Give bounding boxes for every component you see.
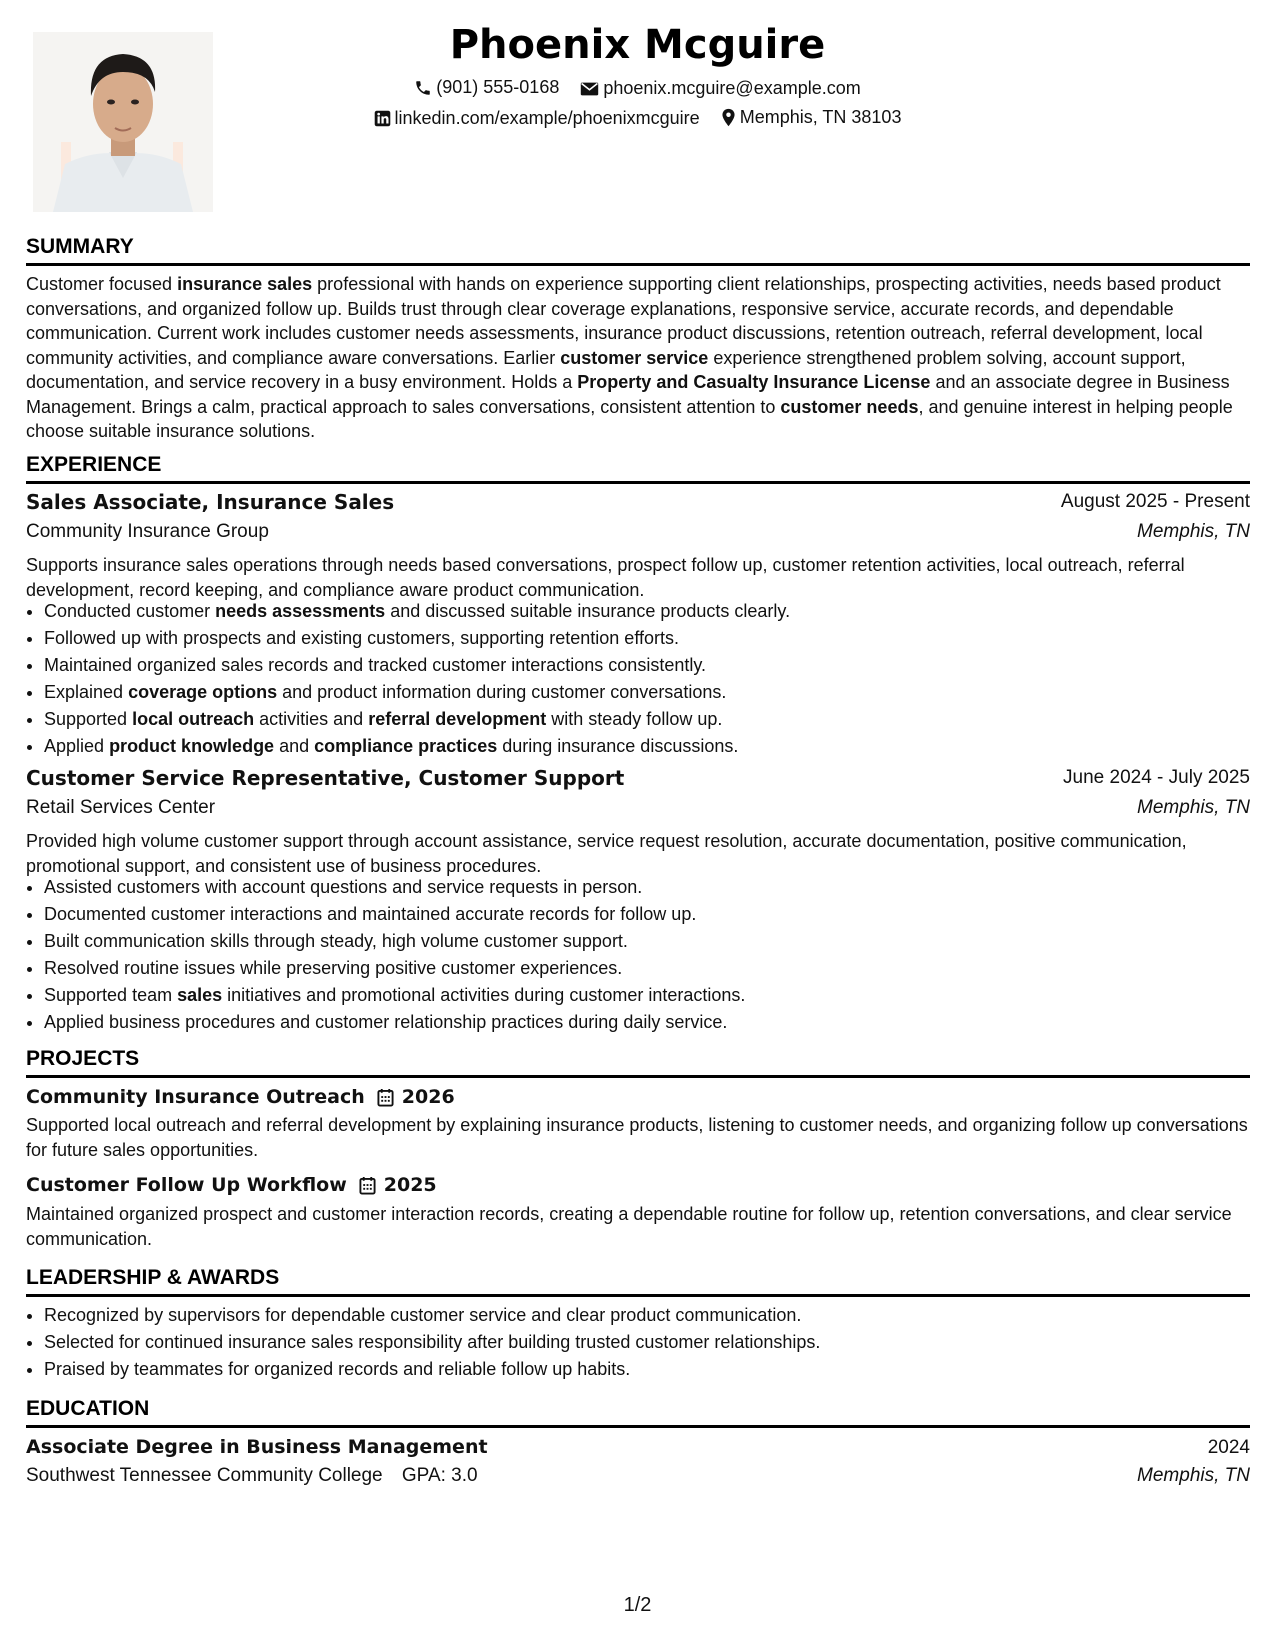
contact-row-1: [0, 77, 1275, 102]
bullet-text: Followed up with prospects and existing customers, supporting retention efforts.: [44, 628, 680, 648]
project-description: Maintained organized prospect and customer interaction records, creating a dependable routine for follow up, retention conversations, and clear service communication.: [26, 1204, 1232, 1249]
list-item: [44, 706, 1268, 733]
bullet-text: Applied business procedures and customer relationship practices during daily service.: [44, 1012, 728, 1032]
leadership-heading: LEADERSHIP & AWARDS: [26, 1266, 280, 1289]
leadership-bullets: [26, 1302, 1268, 1383]
education-divider: [26, 1425, 1250, 1428]
list-item: • Selected for continued insurance sales responsibility after building trusted customer relationships.: [44, 1329, 1268, 1356]
project-name: Community Insurance Outreach: [26, 1086, 365, 1108]
bullet-text: Conducted customer: [44, 601, 216, 621]
education-location: Memphis, TN: [1137, 1465, 1250, 1486]
summary-bold: customer needs: [780, 396, 919, 417]
list-item: [44, 652, 1268, 679]
education-year: 2024: [1207, 1437, 1250, 1458]
school-name: Southwest Tennessee Community College: [26, 1465, 383, 1486]
summary-text: professional with hands on experience supporting client relationships, prospecting activities, needs based product conversations, and organized follow up. Builds trust through clear coverage explanations, responsive service, accurate records, and dependable communication. Current work includes customer needs assessments, insurance product discussions, retention outreach, referral development, local community activities, and compliance aware conversations. Earlier: [26, 274, 1221, 368]
bullet-text: Documented customer interactions and maintained accurate records for follow up.: [44, 904, 697, 924]
summary-bold: Property and Casualty Insurance License: [577, 372, 931, 392]
bullet-text: Built communication skills through steady, high volume customer support.: [44, 931, 628, 951]
bullet-bold: coverage options: [128, 682, 278, 702]
summary-text: , and genuine interest in helping people choose suitable insurance solutions.: [26, 396, 1233, 441]
list-item: • Praised by teammates for organized records and reliable follow up habits.: [44, 1356, 1268, 1383]
linkedin-text: linkedin.com/example/phoenixmcguire: [394, 108, 700, 128]
bullet-bold: sales: [177, 985, 223, 1005]
project-year: 2026: [401, 1086, 455, 1108]
project-name: Customer Follow Up Workflow: [26, 1174, 347, 1196]
bullet-text: and discussed suitable insurance products clearly.: [385, 601, 791, 621]
location-text: Memphis, TN 38103: [739, 107, 902, 127]
bullet-text: Explained: [44, 682, 129, 702]
education-heading: EDUCATION: [26, 1397, 150, 1420]
leadership-divider: [26, 1294, 1250, 1297]
list-item: [44, 874, 1268, 901]
experience-heading: EXPERIENCE: [26, 453, 162, 476]
calendar-icon: [359, 1176, 376, 1195]
bullet-text: Supported: [44, 709, 133, 729]
bullet-bold: local outreach: [132, 709, 255, 729]
bullet-text: Assisted customers with account questions and service requests in person.: [44, 877, 643, 897]
bullet-text: Resolved routine issues while preserving positive customer experiences.: [44, 958, 623, 978]
linkedin-contact[interactable]: [374, 108, 700, 129]
linkedin-icon: [374, 110, 391, 127]
list-item: [44, 733, 1268, 760]
experience-divider: [26, 481, 1250, 484]
list-item: [44, 955, 1268, 982]
bullet-text: Supported team: [44, 985, 178, 1005]
calendar-icon: [377, 1088, 394, 1107]
map-pin-icon: [721, 108, 736, 127]
bullet-text: initiatives and promotional activities during customer interactions.: [222, 985, 746, 1005]
job-title: Sales Associate, Insurance Sales: [26, 490, 395, 514]
job-bullets: [26, 598, 1268, 760]
gpa-text: GPA: 3.0: [401, 1465, 478, 1486]
job-location: Memphis, TN: [1137, 797, 1250, 818]
summary-bold: customer service: [560, 347, 709, 368]
bullet-text: and product information during customer conversations.: [277, 682, 727, 702]
list-item: [44, 928, 1268, 955]
bullet-text: and: [274, 736, 315, 756]
summary-paragraph: [26, 272, 1250, 444]
job-description: Supports insurance sales operations through needs based conversations, prospect follow up, customer retention activities, local outreach, referral development, record keeping, and compliance aware product communication.: [26, 555, 1185, 600]
envelope-icon: [580, 81, 599, 97]
summary-text: experience strengthened problem solving, account support, documentation, and service recovery in a busy environment. Holds a: [26, 347, 1186, 392]
bullet-bold: referral development: [368, 709, 547, 729]
job-dates: August 2025 - Present: [1060, 491, 1250, 512]
summary-heading: SUMMARY: [26, 235, 134, 258]
project-title: [26, 1174, 437, 1196]
bullet-bold: needs assessments: [215, 601, 386, 621]
candidate-name: Phoenix Mcguire: [449, 22, 826, 68]
phone-text: (901) 555-0168: [436, 77, 560, 97]
list-item: • Recognized by supervisors for dependable customer service and clear product communication.: [44, 1302, 1268, 1329]
company-name: Community Insurance Group: [26, 521, 269, 542]
bullet-bold: product knowledge: [109, 736, 275, 756]
job-dates: June 2024 - July 2025: [1063, 767, 1250, 788]
bullet-text: activities and: [254, 709, 369, 729]
bullet-text: with steady follow up.: [546, 709, 723, 729]
bullet-text: Applied: [44, 736, 110, 756]
summary-text: and an associate degree in Business Management. Brings a calm, practical approach to sales conversations, consistent attention to: [26, 372, 1230, 417]
summary-text: Customer focused: [26, 274, 178, 294]
project-description: Supported local outreach and referral development by explaining insurance products, listening to customer needs, and organizing follow up conversations for future sales opportunities.: [26, 1115, 1248, 1160]
job-title: Customer Service Representative, Customer Support: [26, 766, 625, 790]
job-description: Provided high volume customer support through account assistance, service request resolution, accurate documentation, positive communication, promotional support, and consistent use of business procedures.: [26, 831, 1187, 876]
job-bullets: [26, 874, 1268, 1036]
projects-divider: [26, 1075, 1250, 1078]
list-item: [44, 982, 1268, 1009]
contact-row-2: [0, 107, 1275, 132]
project-year: 2025: [383, 1174, 437, 1196]
location-contact: [721, 107, 902, 128]
job-location: Memphis, TN: [1137, 521, 1250, 542]
email-text: phoenix.mcguire@example.com: [603, 78, 861, 98]
page-number: 1/2: [623, 1594, 652, 1616]
email-contact[interactable]: [580, 78, 860, 99]
summary-divider: [26, 263, 1250, 266]
summary-bold: insurance sales: [177, 274, 313, 294]
projects-heading: PROJECTS: [26, 1047, 140, 1070]
phone-contact[interactable]: [414, 77, 559, 98]
phone-icon: [414, 79, 432, 97]
project-title: [26, 1086, 455, 1108]
school-line: [26, 1465, 478, 1487]
list-item: [44, 625, 1268, 652]
list-item: [44, 901, 1268, 928]
bullet-text: during insurance discussions.: [497, 736, 739, 756]
degree-title: Associate Degree in Business Management: [26, 1436, 488, 1458]
list-item: [44, 1009, 1268, 1036]
bullet-bold: compliance practices: [314, 736, 498, 756]
bullet-text: Maintained organized sales records and tracked customer interactions consistently.: [44, 655, 707, 675]
list-item: [44, 598, 1268, 625]
list-item: [44, 679, 1268, 706]
company-name: Retail Services Center: [26, 797, 216, 818]
